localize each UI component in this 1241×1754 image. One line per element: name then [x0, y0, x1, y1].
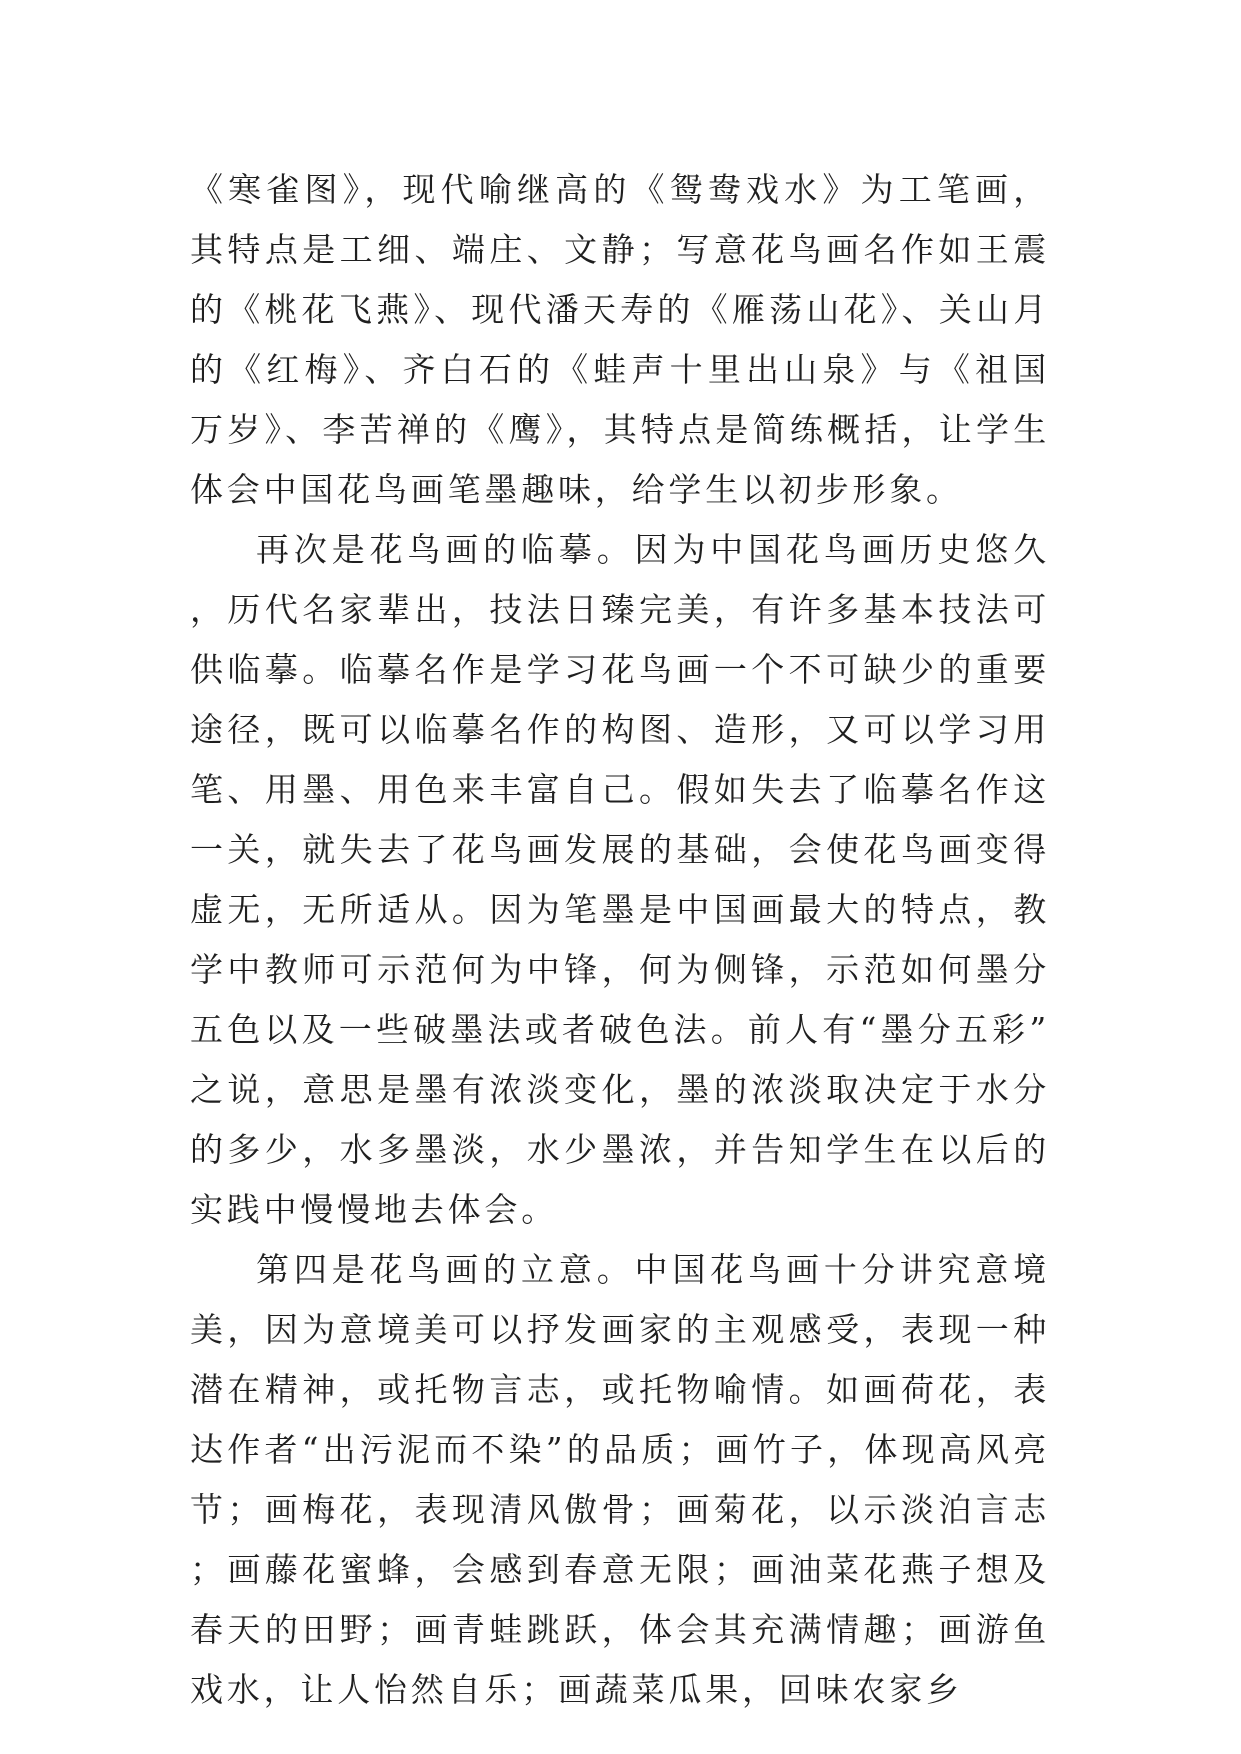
paragraph-continuation: 《寒雀图》，现代喻继高的《鸳鸯戏水》为工笔画，其特点是工细、端庄、文静；写意花鸟画名作如王震的《桃花飞燕》、现代潘天寿的《雁荡山花》、关山月的《红梅》、齐白石的《蛙声十里出山泉》与《祖国万岁》、李苦禅的《鹰》，其特点是简练概括，让学生体会中国花鸟画笔墨趣味，给学生以初步形象。	[190, 170, 1050, 509]
paragraph-conception: 第四是花鸟画的立意。中国花鸟画十分讲究意境美，因为意境美可以抒发画家的主观感受，表现一种潜在精神，或托物言志，或托物喻情。如画荷花，表达作者“出污泥而不染”的品质；画竹子，体现高风亮节；画梅花，表现清风傲骨；画菊花，以示淡泊言志；画藤花蜜蜂，会感到春意无限；画油菜花燕子想及春天的田野；画青蛙跳跃，体会其充满情趣；画游鱼戏水，让人怡然自乐；画蔬菜瓜果，回味农家乡	[190, 1250, 1050, 1709]
body-text	[190, 160, 1050, 1720]
paragraph-copying: 再次是花鸟画的临摹。因为中国花鸟画历史悠久，历代名家辈出，技法日臻完美，有许多基本技法可供临摹。临摹名作是学习花鸟画一个不可缺少的重要途径，既可以临摹名作的构图、造形，又可以学习用笔、用墨、用色来丰富自己。假如失去了临摹名作这一关，就失去了花鸟画发展的基础，会使花鸟画变得虚无，无所适从。因为笔墨是中国画最大的特点，教学中教师可示范何为中锋，何为侧锋，示范如何墨分五色以及一些破墨法或者破色法。前人有“墨分五彩”之说，意思是墨有浓淡变化，墨的浓淡取决定于水分的多少，水多墨淡，水少墨浓，并告知学生在以后的实践中慢慢地去体会。	[190, 530, 1050, 1229]
